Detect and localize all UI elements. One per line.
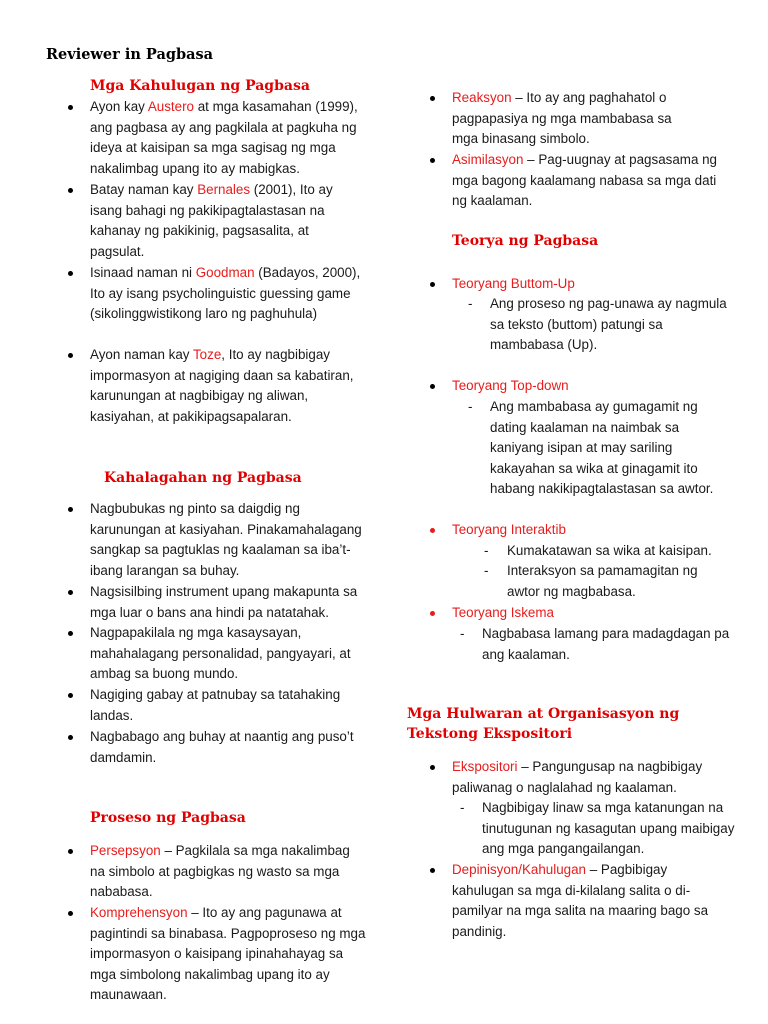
kahalagahan-item: Nagbubukas ng pinto sa daigdig ng karunungan at kasiyahan. Pinakamahalagang sangkap sa pagtuklas ng kaalaman sa iba’t- ibang larangan sa buhay. <box>90 501 362 578</box>
dash-marker: - <box>460 800 465 815</box>
kahulugan-item-toze: Ayon naman kay Toze, Ito ay nagbibigay impormasyon at nagiging daan sa kabatiran, karunungan at nagbibigay ng aliwan, kasiyahan, at pakikipagsapalaran. <box>90 347 354 424</box>
teorya-sub: Ang mambabasa ay gumagamit ng dating kaalaman na naimbak sa kaniyang isipan at may sariling kakayahan sa wika at ginagamit ito habang nakikipagtalastasan sa awtor. <box>490 399 714 497</box>
bullet <box>68 631 73 636</box>
hulwaran-item-depinisyon: Depinisyon/Kahulugan – Pagbibigay kahulugan sa mga di-kilalang salita o di-pamilyar na mga salita na maaring bago sa pandinig. <box>452 862 709 939</box>
dash-marker: - <box>484 543 489 558</box>
bullet <box>430 765 435 770</box>
heading-kahulugan: Mga Kahulugan ng Pagbasa <box>90 78 310 94</box>
bullet <box>68 849 73 854</box>
bullet <box>68 590 73 595</box>
bullet <box>68 271 73 276</box>
kahulugan-item-bernales: Batay naman kay Bernales (2001), Ito ay isang bahagi ng pakikipagtalastasan na kahanay ng pakikinig, pagsasalita, at pagsulat. <box>90 182 333 259</box>
kahulugan-item-goodman: Isinaad naman ni Goodman (Badayos, 2000), Ito ay isang psycholinguistic guessing game (sikolinggwistikong laro ng paghuhula) <box>90 265 361 322</box>
hulwaran-sub: Nagbibigay linaw sa mga katanungan na tinutugunan ng kasagutan upang maibigay ang mga pangangailangan. <box>482 800 735 857</box>
bullet <box>68 693 73 698</box>
bullet <box>430 96 435 101</box>
bullet <box>430 528 435 533</box>
kahalagahan-item: Nagsisilbing instrument upang makapunta sa mga luar o bans ana hindi pa natatahak. <box>90 584 358 620</box>
teorya-sub: Interaksyon sa pamamagitan ng awtor ng magbabasa. <box>507 563 698 599</box>
heading-hulwaran-line2: Tekstong Ekspositori <box>407 726 573 742</box>
teorya-sub: Nagbabasa lamang para madagdagan pa ang kaalaman. <box>482 626 730 662</box>
bullet <box>430 611 435 616</box>
heading-hulwaran-line1: Mga Hulwaran at Organisasyon ng <box>407 706 680 722</box>
hulwaran-item-ekspositori: Ekspositori – Pangungusap na nagbibigay paliwanag o naglalahad ng kaalaman. <box>452 759 703 795</box>
proseso-item-komprehensyon: Komprehensyon – Ito ay ang pagunawa at pagintindi sa binabasa. Pagpoproseso ng mga impormasyon o kaisipang ipinahahayag sa mga simbolong nakalimbag upang ito ay maunawaan. <box>90 905 366 1003</box>
bullet <box>68 188 73 193</box>
heading-teorya: Teorya ng Pagbasa <box>452 233 599 249</box>
proseso-item-persepsyon: Persepsyon – Pagkilala sa mga nakalimbag na simbolo at pagbigkas ng wasto sa mga nababasa. <box>90 843 350 900</box>
bullet <box>430 384 435 389</box>
bullet <box>430 158 435 163</box>
teorya-term: Teoryang Buttom-Up <box>452 276 575 291</box>
bullet <box>430 868 435 873</box>
kahalagahan-item: Nagiging gabay at patnubay sa tatahaking landas. <box>90 687 341 723</box>
proseso-item-reaksyon: Reaksyon – Ito ay ang paghahatol o pagpapasiya ng mga mambabasa sa mga binasang simbolo. <box>452 90 672 147</box>
teorya-term: Teoryang Interaktib <box>452 522 566 537</box>
dash-marker: - <box>484 563 489 578</box>
bullet <box>68 911 73 916</box>
kahulugan-item-austero: Ayon kay Austero at mga kasamahan (1999), ang pagbasa ay ang pagkilala at pagkuha ng ideya at kaisipan sa mga sagisag ng mga nakalimbag upang ito ay mabigkas. <box>90 99 358 176</box>
dash-marker: - <box>460 626 465 641</box>
bullet <box>430 282 435 287</box>
bullet <box>68 735 73 740</box>
teorya-term: Teoryang Top-down <box>452 378 569 393</box>
bullet <box>68 105 73 110</box>
bullet <box>68 353 73 358</box>
proseso-item-asimilasyon: Asimilasyon – Pag-uugnay at pagsasama ng mga bagong kaalamang nabasa sa mga dati ng kaalaman. <box>452 152 718 209</box>
heading-proseso: Proseso ng Pagbasa <box>90 810 246 826</box>
teorya-sub: Ang proseso ng pag-unawa ay nagmula sa teksto (buttom) patungi sa mambabasa (Up). <box>490 296 727 353</box>
heading-hulwaran <box>407 704 679 744</box>
kahalagahan-item: Nagpapakilala ng mga kasaysayan, mahahalagang personalidad, pangyayari, at ambag sa buong mundo. <box>90 625 351 682</box>
teorya-sub: Kumakatawan sa wika at kaisipan. <box>507 543 712 558</box>
bullet <box>68 507 73 512</box>
teorya-term: Teoryang Iskema <box>452 605 554 620</box>
heading-kahalagahan: Kahalagahan ng Pagbasa <box>104 470 302 486</box>
kahalagahan-item: Nagbabago ang buhay at naantig ang puso’t damdamin. <box>90 729 354 765</box>
dash-marker: - <box>468 399 473 414</box>
document-title: Reviewer in Pagbasa <box>46 46 214 63</box>
dash-marker: - <box>468 296 473 311</box>
